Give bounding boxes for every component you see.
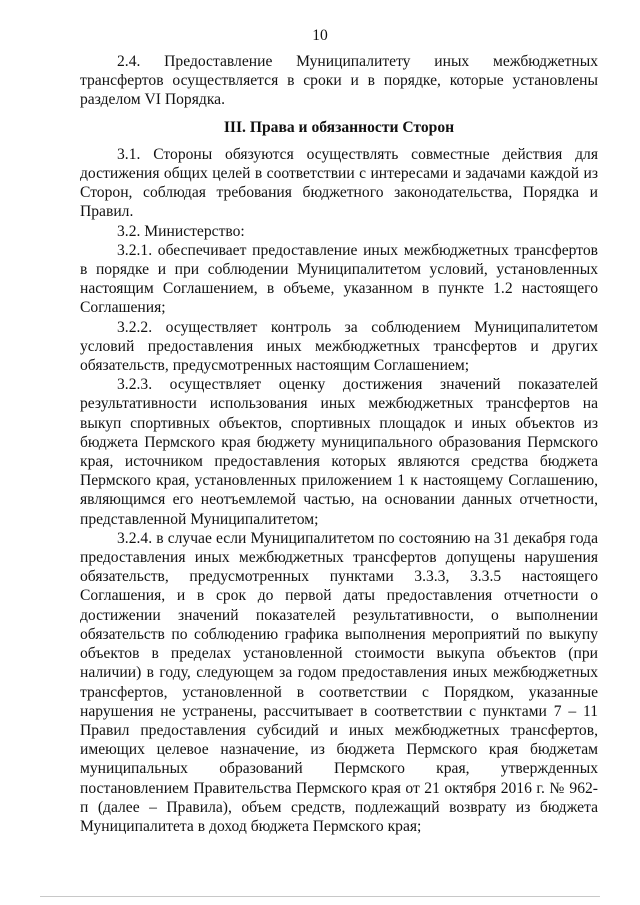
paragraph-3-2: 3.2. Министерство:	[117, 222, 245, 240]
document-body	[80, 52, 598, 836]
section-heading: III. Права и обязанности Сторон	[223, 118, 455, 136]
footer-rule	[40, 896, 600, 897]
paragraph-3-1: 3.1. Стороны обязуются осуществлять совместные действия для достижения общих целей в соответствии с интересами и задачами каждой из Сторон, соблюдая требования бюджетного законодательства, Порядка и Правил.	[80, 145, 598, 221]
paragraph-3-2-3: 3.2.3. осуществляет оценку достижения значений показателей результативности использования иных межбюджетных трансфертов на выкуп спортивных объектов, спортивных площадок и иных объектов из бюджета Пермского края бюджету муниципального образования Пермского края, источником предоставления которых являются средства бюджета Пермского края, установленных приложением 1 к настоящему Соглашению, являющимся его неотъемлемой частью, на основании данных отчетности, представленной Муниципалитетом;	[80, 376, 598, 528]
paragraph-3-2-2: 3.2.2. осуществляет контроль за соблюдением Муниципалитетом условий предоставления иных межбюджетных трансфертов и других обязательств, предусмотренных настоящим Соглашением;	[80, 318, 598, 375]
paragraph-2-4: 2.4. Предоставление Муниципалитету иных межбюджетных трансфертов осуществляется в сроки и в порядке, которые установлены разделом VI Порядка.	[80, 53, 598, 109]
page-number: 10	[312, 27, 328, 44]
paragraph-3-2-1: 3.2.1. обеспечивает предоставление иных межбюджетных трансфертов в порядке и при соблюдении Муниципалитетом условий, установленных настоящим Соглашением, в объеме, указанном в пункте 1.2 настоящего Соглашения;	[80, 241, 598, 317]
paragraph-3-2-4: 3.2.4. в случае если Муниципалитетом по состоянию на 31 декабря года предоставления иных межбюджетных трансфертов допущены нарушения обязательств, предусмотренных пунктами 3.3.3, 3.3.5 настоящего Соглашения, и в срок до первой даты предоставления отчетности о достижении значений показателей результативности, о выполнении обязательств по соблюдению графика выполнения мероприятий по выкупу объектов в пределах установленной стоимости выкупа объектов (при наличии) в году, следующем за годом предоставления иных межбюджетных трансфертов, установленной в соответствии с Порядком, указанные нарушения не устранены, рассчитывает в соответствии с пунктами 7 – 11 Правил предоставления субсидий и иных межбюджетных трансфертов, имеющих целевое назначение, из бюджета Пермского края бюджетам муниципальных образований Пермского края, утвержденных постановлением Правительства Пермского края от 21 октября 2016 г. № 962-п (далее – Правила), объем средств, подлежащий возврату из бюджета Муниципалитета в доход бюджета Пермского края;	[80, 529, 598, 835]
